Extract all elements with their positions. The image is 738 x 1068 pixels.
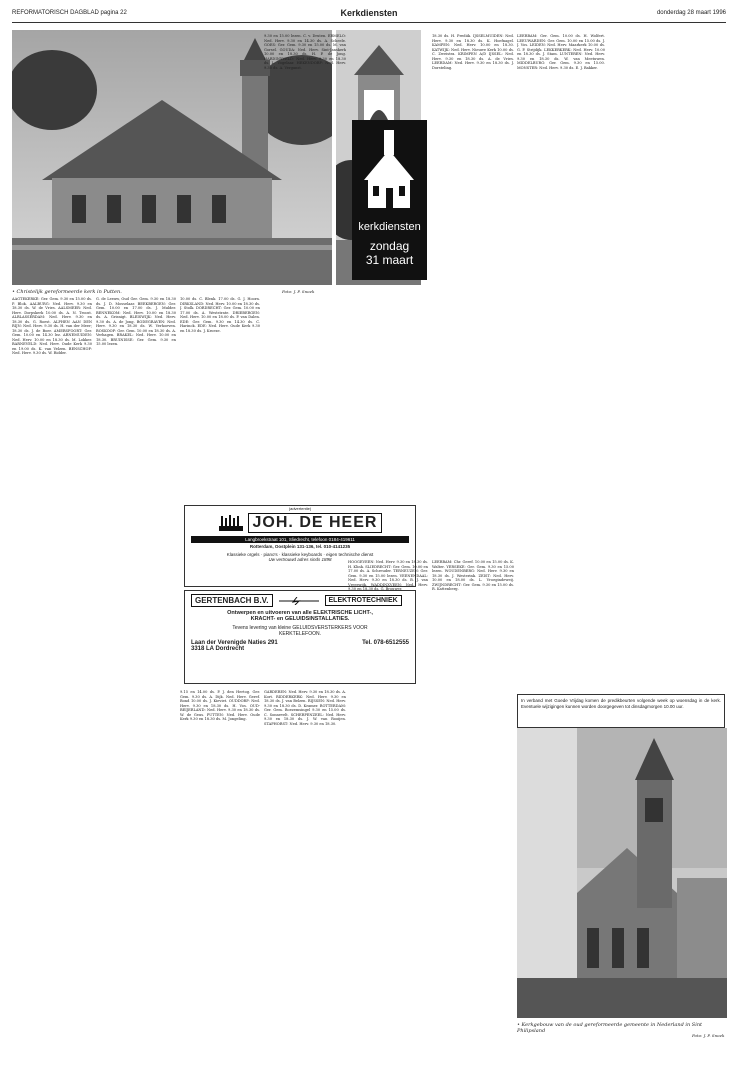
listing-text: 18.30 ds. H. Prediik. IJSSELMUIDEN: Ned. Herv. 9.30 en 18.30 ds. K. Hoefnagel. KAMPEN: Ned. Herv. 10.00 en 18.30. KATWIJK: Ned. Herv. Nieuwe Kerk 10.00 ds. C. Zweistra. KRIMPEN A/D IJSSEL: Ned. Herv. 9.30 en 18.30 ds. A. de Vries. LEERDAM: Ned. Herv. 9.30 en 18.30 ds. J. Dorsteling. [432, 34, 514, 70]
ad2-phone: Tel. 078-6512555 [362, 640, 409, 646]
ad2-line1: Ontwerpen en uitvoeren van alle ELEKTRISCHE LICHT-, [227, 610, 373, 616]
ad2-name: GERTENBACH B.V. [191, 594, 273, 607]
photo1-caption: • Christelijk gereformeerde kerk in Putten. [12, 289, 122, 295]
page-header [12, 8, 726, 20]
ad2-line2: KRACHT- en GELUIDSINSTALLATIES. [250, 616, 350, 622]
photo2-caption: • Kerkgebouw van de oud gereformeerde gemeente in Nederland in Sint Philipsland [517, 1022, 703, 1034]
photo2-credit: Foto: J. P. Snoek [692, 1033, 725, 1038]
listing-column-6 [517, 34, 605, 689]
ad-brand-name: JOH. DE HEER [248, 513, 383, 533]
listing-text: 9.30 en 15.00 lezen. C. v. Druten. ERMELO: Ned. Herv. 9.30 en 14.30 ds. A. Scheele. GOES: Ger. Gem. 9.30 en 15.00 ds. M. van Gorsel. GOUDA: Ned. Herv. Sint-Janskerk 10.00 en 18.30 ds. H. P. de Jong. HARDINXVELD: Ned. Herv. 9.30 en 18.30 ds. L. Vogelaar. HEKENDORP: Ned. Herv. 9.30 ds. A. Vergunst. [264, 34, 346, 70]
listing-column-4 [264, 34, 346, 554]
header-left: REFORMATORISCH DAGBLAD pagina 22 [12, 10, 127, 16]
ad-tagline: Klassieke orgels · piano's · klassieke keyboards · eigen technische dienst [226, 552, 374, 557]
ad2-sub: ELEKTROTECHNIEK [325, 595, 402, 606]
listing-column-2 [96, 297, 176, 1062]
church-philipsland-image [517, 728, 727, 1018]
listing-text: AAGTEKERKE: Ger. Gem. 9.30 en 15.00 ds. P. Blok. AALBURG: Ned. Herv. 9.30 en 18.30 ds. W. de Vries. AALSMEER: Ned. Herv. Dorpskerk 10.00 ds. A. N. Troost. ALBLASSERDAM: Ned. Herv. 9.30 en 18.30 ds. G. Roest. ALPHEN AAN DEN RIJN: Ned. Herv. 9.30 ds. H. van der Meer; 18.30 ds. J. de Boer. AMERSFOORT: Ger. Gem. 10.00 en 14.30 lez. ARNEMUIDEN: Ned. Herv. 10.00 en 18.30 ds. M. Lokker. BARNEVELD: Ned. Herv. Oude Kerk 9.30 en 19.00 ds. K. van Velzen. BENSCHOP: Ned. Herv. 9.30 ds. W. Ridder. [12, 297, 92, 355]
listing-column-1 [12, 297, 92, 1062]
header-rule [12, 22, 726, 23]
listing-text: 10.00 ds. C. Blenk. 17.00 ds. G. J. Hoorn. DIRKSLAND: Ned. Herv. 10.00 en 18.30 ds. J. Stolk. DORDRECHT: Ger. Gem. 10.00 en 17.00 ds. A. Weststrate. DRIEBERGEN: Ned. Herv. 10.00 en 18.00 ds. P. van Dalen. EDE: Ger. Gem. 9.30 en 14.30 ds. C. Harinck. EDE: Ned. Herv. Oude Kerk 9.30 en 18.30 ds. J. Kroeze. [180, 297, 260, 333]
ad-logo-row [185, 513, 415, 533]
ad-address: Langbroekstraat 101, Sliedrecht, telefoon 0184-419611 [191, 536, 409, 543]
lightning-icon [279, 597, 319, 605]
badge-title: kerkdiensten [358, 221, 421, 233]
listing-column-5 [432, 34, 514, 554]
church-silhouette-icon [352, 120, 427, 215]
ad-tagline2: Uw vertrouwd adres sinds 1898 [268, 557, 332, 562]
listing-column-8 [264, 690, 346, 1062]
badge-date: 31 maart [365, 253, 414, 267]
listing-text: G. de Leeuw, Oud Ger. Gem. 9.30 en 18.30 ds. J. D. Mosselaar. BEEKBERGEN: Ger. Gem. 10.00 en 17.00 ds. J. Mulder. BENNEKOM: Ned. Herv. 10.00 en 18.30 ds. A. Grisnigt. BLEISWIJK: Ned. Herv. 9.30 ds. A. de Jong. BODEGRAVEN: Ned. Herv. 9.30 en 18.30 ds. W. Verhoeven. BOSKOOP: Ger. Gem. 10.00 en 18.30 ds. A. Verhagen. BRAKEL: Ned. Herv. 10.00 en 18.30. BRUINISSE: Ger. Gem. 9.30 en 15.00 lezen. [96, 297, 176, 346]
ad2-line3: Tevens levering van kleine GELUIDSVERSTERKERS VOOR [232, 625, 368, 631]
ad2-line4: KERKTELEFOON. [279, 631, 321, 637]
organ-icon [218, 514, 244, 532]
kerkdiensten-badge [352, 120, 427, 280]
photo1-credit: Foto: J. P. Snoek [282, 289, 315, 294]
goede-vrijdag-notice: In verband met Goede Vrijdag komen de predikbeurten volgende week op woensdag in de kerk. Eventuele wijzigingen kunnen worden doorgegeven tot dinsdagmorgen 10.00 uur. [517, 694, 725, 728]
church-photo-sint-philipsland [517, 728, 727, 1018]
section-title: Kerkdiensten [340, 8, 398, 18]
listing-column-10 [432, 560, 514, 690]
header-date: donderdag 28 maart 1996 [656, 10, 726, 16]
listing-text: LEERBAM: Chr. Geref. 10.00 en 15.00 ds. K. Walter. YERSEKE: Ger. Gem. 9.30 en 15.00 lezen. WOUDENBERG: Ned. Herv. 9.30 en 18.30 ds. J. Westerink. ZEIST: Ned. Herv. 10.00 en 18.00 ds. L. Vroegindeweij. ZWIJNDRECHT: Ger. Gem. 9.30 en 15.00 ds. R. Kattenberg. [432, 560, 514, 591]
ad2-street: Laan der Verenigde Naties 291 [191, 640, 278, 646]
newspaper-page [12, 0, 726, 1068]
listing-column-7 [180, 690, 260, 1062]
listing-text: HOOGEVEEN: Ned. Herv. 9.30 en 18.30 ds. H. Klink. SLIEDRECHT: Ger. Gem. 10.00 en 17.00 ds. A. Schreuder. TERNEUZEN: Ger. Gem. 9.30 en 15.00 lezen. VEENENDAAL: Ned. Herv. 9.30 en 18.30 ds. B. J. van Vreeswijk. WADDINXVEEN: Ned. Herv. 9.30 en 18.30 ds. G. Brouwer. [348, 560, 428, 591]
listing-column-9 [348, 560, 428, 1062]
badge-sunday: zondag [369, 239, 410, 253]
listing-text: GARDEREN: Ned. Herv. 9.30 en 18.30 ds. A. Kort. RIDDERKERK: Ned. Herv. 9.30 en 18.30 ds. J. van Belzen. RIJSSEN: Ned. Herv. 9.30 en 18.30 ds. D. Kramer. ROTTERDAM: Ger. Gem. Boezemsingel 9.30 en 15.00 ds. C. Sonnevelt. SCHERPENZEEL: Ned. Herv. 9.30 en 18.30 ds. J. W. van Rooijen. STAPHORST: Ned. Herv. 9.30 en 18.30. [264, 690, 346, 726]
ad-tag: (advertentie) [288, 506, 312, 511]
ad-address2: Rotterdam, Oostplein 131-136, tel. 010-4141235 [249, 544, 351, 549]
ad2-city: 3318 LA Dordrecht [191, 646, 245, 652]
listing-text: LEERBAM: Ger. Gem. 10.00 ds. H. Wolfert. LEEUWARDEN: Ger. Gem. 10.00 en 15.00 ds. J. J. Vos. LEIDEN: Ned. Herv. Maarkerk 10.00 ds. G. P. Strijdijk. LEKKERKERK: Ned. Herv. 10.00 en 18.30 ds. J. Stam. LUNTEREN: Ned. Herv. 9.30 en 18.30 ds. W. van Meetuwen. MIDDELBURG: Ger. Gem. 9.30 en 15.00. MONSTER: Ned. Herv. 9.30 ds. E. J. Bakker. [517, 34, 605, 70]
listing-text: 9.15 en 14.00 ds. P. J. den Hertog. Ger. Gem. 9.30 ds. A. Dijk. Ned. Herv. Geref. Bond 10.00 ds. J. Kieviet. OUDDORP: Ned. Herv. 9.30 en 18.30 ds. H. Vos. OUD-BEIJERLAND: Ned. Herv. 9.30 en 18.30 ds. W. de Geus. PUTTEN: Ned. Herv. Oude Kerk 9.30 en 18.30 ds. M. Jongeling. [180, 690, 260, 721]
